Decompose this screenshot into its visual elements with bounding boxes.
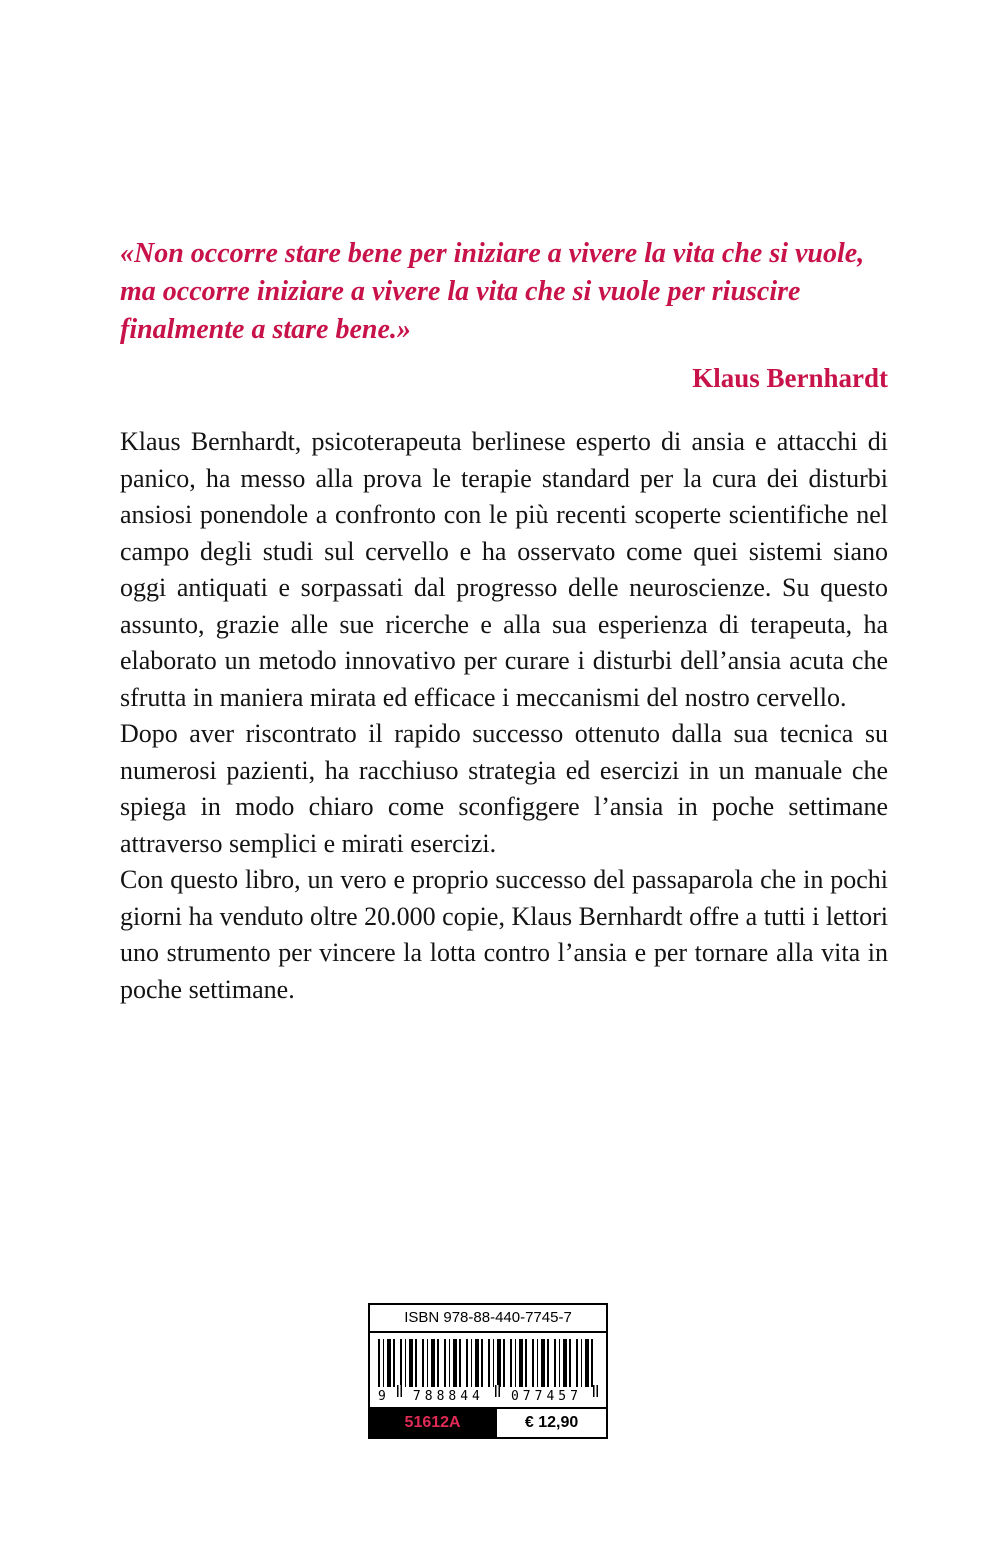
ean-barcode <box>370 1333 606 1407</box>
price-row <box>370 1407 606 1437</box>
barcode-digit-first: 9 <box>378 1389 386 1404</box>
barcode-guard <box>593 1385 598 1397</box>
quote-line: finalmente a stare bene.» <box>120 314 411 345</box>
body-paragraph: Dopo aver riscontrato il rapido successo ottenuto dalla sua tecnica su numerosi pazienti, ha racchiuso strategia ed esercizi in un manuale che spiega in modo chiaro come sconfiggere l’ansia in poche settimane attraverso semplici e mirati esercizi. <box>120 719 888 858</box>
quote-line: «Non occorre stare bene per iniziare a vivere la vita che si vuole, <box>120 238 865 269</box>
barcode-box <box>368 1303 608 1439</box>
quote-author: Klaus Bernhardt <box>692 363 888 393</box>
barcode-guard <box>495 1385 500 1397</box>
barcode-digits <box>378 1387 598 1403</box>
quote-line: ma occorre iniziare a vivere la vita che si vuole per riuscire <box>120 276 801 307</box>
barcode-guard <box>397 1385 402 1397</box>
isbn-label: ISBN 978-88-440-7745-7 <box>370 1305 606 1333</box>
quote-block <box>120 235 888 394</box>
body-text <box>120 424 888 1008</box>
body-paragraph: Con questo libro, un vero e proprio successo del passaparola che in pochi giorni ha venduto oltre 20.000 copie, Klaus Bernhardt offre a tutti i lettori uno strumento per vincere la lotta contro l’ansia e per tornare alla vita in poche settimane. <box>120 865 888 1004</box>
price-tag: € 12,90 <box>495 1409 606 1437</box>
barcode-digit-group: 077457 <box>510 1389 582 1404</box>
publisher-code: 51612A <box>370 1409 495 1437</box>
barcode-digit-group: 788844 <box>412 1389 484 1404</box>
barcode-bars <box>378 1339 598 1387</box>
body-paragraph: Klaus Bernhardt, psicoterapeuta berlinese esperto di ansia e attacchi di panico, ha messo alla prova le terapie standard per la cura dei disturbi ansiosi ponendole a confronto con le più recenti scoperte scientifiche nel campo degli studi sul cervello e ha osservato come quei sistemi siano oggi antiquati e sorpassati dal progresso delle neuroscienze. Su questo assunto, grazie alle sue ricerche e alla sua esperienza di terapeuta, ha elaborato un metodo innovativo per curare i disturbi dell’ansia acuta che sfrutta in maniera mirata ed efficace i meccanismi del nostro cervello. <box>120 427 888 712</box>
